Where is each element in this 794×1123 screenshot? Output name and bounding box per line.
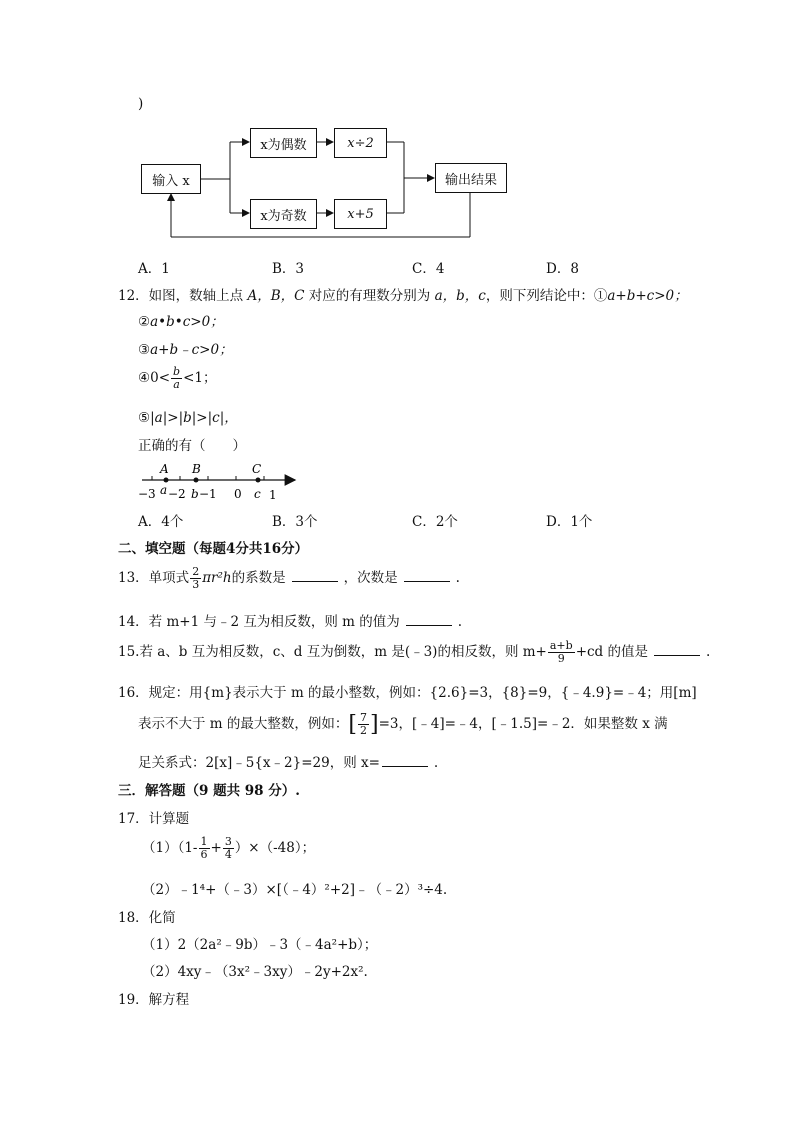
q12-stem [118,284,688,304]
q18-part2: （2）4xy﹣（3x²﹣3xy）﹣2y+2x². [142,964,368,980]
q13-fraction [190,566,201,591]
q16-line1: 16．规定：用{m}表示大于 m 的最小整数，例如：{2.6}=3，{8}=9，{﹣4.9}=﹣4；用[m] [118,685,697,701]
q12-circle-5: ⑤ [138,410,151,426]
q12-s4-fraction [171,366,182,391]
q11-option-d: D．8 [546,261,579,277]
q15-fraction [548,640,575,665]
q18-title: 18．化简 [118,910,176,926]
q15-pre: 15.若 a、b 互为相反数，c、d 互为倒数，m 是(﹣3)的相反数，则 m+ [118,644,547,660]
flow-even-box: x为偶数 [250,128,317,158]
q16-blank[interactable] [382,754,428,767]
q15-post: +cd 的值是 [575,644,648,660]
q12-statement-1: a+b+c>0； [607,288,688,304]
q17-den-2: 4 [224,848,232,861]
point-c-dot [256,478,261,483]
q13-mid: 的系数是 [231,570,286,586]
q17-fraction-1 [199,836,210,861]
point-c-label: C [252,462,262,476]
q17-fraction-2 [223,836,234,861]
q16-line3-end: . [433,755,439,771]
q15-den: 9 [557,652,565,665]
q12-stem-points: A，B，C [247,288,305,304]
flow-op-even-box: x÷2 [334,128,387,158]
q12-statement-3: a+b﹣c>0； [150,342,233,358]
q17-num-1: 1 [200,835,208,848]
q14 [118,610,462,630]
q12-stem-post: ，则下列结论中： [485,288,594,304]
q14-end: . [457,614,463,630]
number-line [130,458,310,508]
q12-circle-4: ④ [138,370,151,386]
q13-num: 2 [192,565,200,578]
q13-pre: 13．单项式 [118,570,190,586]
q17-part2: （2）﹣1⁴+（﹣3）×[（﹣4）²+2]﹣（﹣2）³÷4. [142,882,448,898]
q11-option-b: B．3 [272,261,305,277]
q12-s4-post: <1； [183,370,217,386]
q16-fraction [358,712,369,737]
tick-label-neg3: −3 [138,487,156,501]
q12-s4-pre: 0< [150,370,171,386]
q13-blank-1[interactable] [292,569,338,582]
var-label-a: a [160,483,168,497]
q15 [118,640,710,665]
point-b-dot [194,478,199,483]
q12-s4-den: a [173,378,180,391]
q12-s4-num: b [173,365,181,378]
q12-circle-2: ② [138,314,151,330]
tick-label-neg1: −1 [199,487,217,501]
q12-option-b: B．3个 [272,514,318,530]
var-label-b: b [191,487,199,501]
q16-line2 [138,712,668,737]
q17-p1-post: ）×（-48）； [234,840,316,856]
q12-stem-vars: a，b，c [434,288,486,304]
point-a-label: A [160,462,169,476]
q11-option-a: A．1 [138,261,170,277]
q12-stem-pre: 12．如图，数轴上点 [118,288,248,304]
tick-label-0: 0 [234,487,242,501]
q16-bracket-open: [ [348,711,357,737]
q17-plus: + [210,840,222,856]
q13-blank-2[interactable] [404,569,450,582]
q12-statement-4-line [138,366,216,391]
flowchart-arrows [0,0,794,260]
q12-option-c: C．2个 [412,514,458,530]
q17-den-1: 6 [200,848,208,861]
q12-statement-5: |a|>|b|>|c|， [150,410,238,426]
q17-num-2: 3 [224,835,232,848]
q14-blank[interactable] [406,613,452,626]
q16-line3 [138,751,438,771]
point-b-label: B [192,462,201,476]
q18-part1: （1）2（2a²﹣9b）﹣3（﹣4a²+b）； [142,937,378,953]
q16-bracket-close: ] [369,711,379,737]
q13-end: . [455,570,460,586]
q12-stem-mid: 对应的有理数分别为 [304,288,435,304]
q17-part1 [142,836,315,861]
q12-circle-1: ① [593,288,608,304]
q11-option-c: C．4 [412,261,445,277]
q15-blank[interactable] [654,643,700,656]
q17-title: 17．计算题 [118,811,190,827]
flow-input-box: 输入 x [141,164,201,194]
q12-circle-3: ③ [138,342,151,358]
flow-output-box: 输出结果 [435,163,507,193]
var-label-c: c [254,487,261,501]
tick-label-neg2: −2 [168,487,186,501]
q12-statement-3-line [138,338,233,358]
q13-mid2: ，次数是 [343,570,398,586]
q12-statement-5-line [138,406,238,426]
q13-den: 3 [192,578,200,591]
section-2-title: 二、填空题（每题4分共16分） [118,541,309,557]
flow-op-odd-box: x+5 [334,199,387,229]
q15-end: . [706,644,711,660]
stray-paren: ) [138,96,144,112]
q12-statement-2-line [138,310,224,330]
point-a-dot [164,478,169,483]
q13 [118,566,460,591]
q16-num: 7 [359,711,367,724]
q15-num: a+b [549,639,573,652]
q19-title: 19．解方程 [118,992,190,1008]
q14-text: 14．若 m+1 与﹣2 互为相反数，则 m 的值为 [118,614,400,630]
section-3-title: 三．解答题（9 题共 98 分）. [118,783,300,799]
q12-option-a: A．4个 [138,514,184,530]
q12-statement-2: a•b•c>0； [150,314,224,330]
q13-expr: πr²h [202,570,232,586]
flow-odd-box: x为奇数 [250,199,317,229]
q16-den: 2 [359,724,367,737]
tick-label-1: 1 [269,488,277,502]
q16-line2-pre: 表示不大于 m 的最大整数，例如： [138,716,349,732]
q12-correct-prompt: 正确的有（ ） [138,438,246,454]
q16-line2-post: =3，[﹣4]=﹣4，[﹣1.5]=﹣2．如果整数 x 满 [378,716,668,732]
q12-option-d: D．1个 [546,514,593,530]
q16-line3-pre: 足关系式：2[x]﹣5{x﹣2}=29，则 x= [138,755,380,771]
q17-p1-pre: （1）（1- [142,840,198,856]
